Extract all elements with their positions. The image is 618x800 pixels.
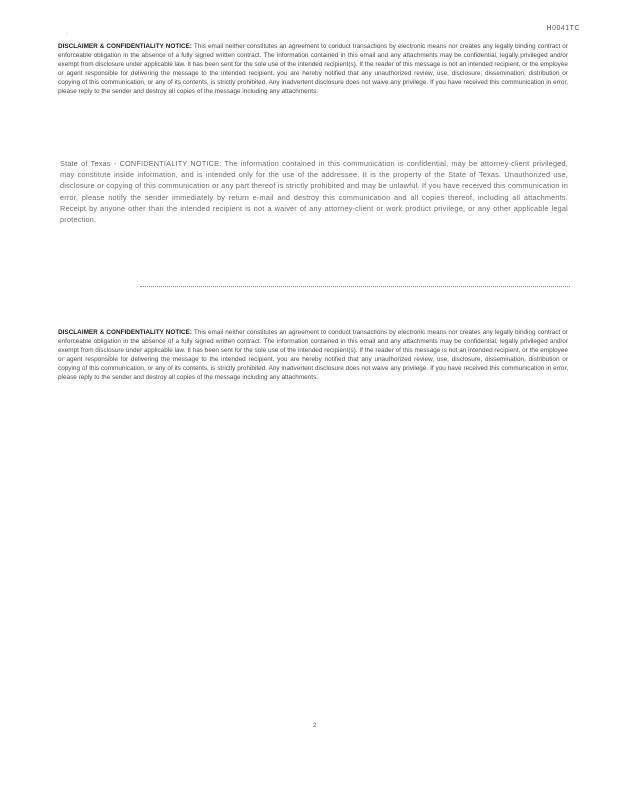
notice-body: State of Texas - CONFIDENTIALITY NOTICE: The information contained in this communication is confidential, may be attorney-client privileged, may constitute inside information, and is intended only for the use of the addressee. It is the property of the State of Texas. Unauthorized use, disclosure or copying of this communication or any part thereof is strictly prohibited and may be unlawful. If you have received this communication in error, please notify the sender immediately by return e-mail and destroy this communication and all copies thereof, including all attachments. Receipt by anyone other than the intended recipient is not a waiver of any attorney-client or work product privilege, or any other applicable legal protection. bbox=[60, 159, 568, 225]
state-confidentiality-notice bbox=[60, 158, 568, 225]
notice-heading: DISCLAIMER & CONFIDENTIALITY NOTICE: bbox=[58, 43, 193, 50]
disclaimer-notice-1 bbox=[58, 43, 568, 96]
stray-mark: . bbox=[66, 30, 68, 36]
notice-heading: DISCLAIMER & CONFIDENTIALITY NOTICE: bbox=[58, 329, 193, 336]
document-id: H0041TC bbox=[546, 25, 580, 32]
page-number: 2 bbox=[313, 723, 317, 729]
disclaimer-notice-2 bbox=[58, 329, 568, 382]
dotted-separator bbox=[140, 286, 570, 287]
notice-body: This email neither constitutes an agreement to conduct transactions by electronic means nor creates any legally binding contract or enforceable obligation in the absence of a fully signed written contract. The information contained in this email and any attachments may be confidential, legally privileged and/or exempt from disclosure under applicable law. It has been sent for the sole use of the intended recipient(s). If the reader of this message is not an intended recipient, or the employee or agent responsible for delivering the message to the intended recipient, you are hereby notified that any unauthorized review, use, disclosure, dissemination, distribution or copying of this communication, or any of its contents, is strictly prohibited. Any inadvertent disclosure does not waive any privilege. If you have received this communication in error, please reply to the sender and destroy all copies of the message including any attachments. bbox=[58, 43, 568, 95]
notice-body: This email neither constitutes an agreement to conduct transactions by electronic means nor creates any legally binding contract or enforceable obligation in the absence of a fully signed written contract. The information contained in this email and any attachments may be confidential, legally privileged and/or exempt from disclosure under applicable law. It has been sent for the sole use of the intended recipient(s). If the reader of this message is not an intended recipient, or the employee or agent responsible for delivering the message to the intended recipient, you are hereby notified that any unauthorized review, use, disclosure, dissemination, distribution or copying of this communication, or any of its contents, is strictly prohibited. Any inadvertent disclosure does not waive any privilege. If you have received this communication in error, please reply to the sender and destroy all copies of the message including any attachments. bbox=[58, 329, 568, 381]
